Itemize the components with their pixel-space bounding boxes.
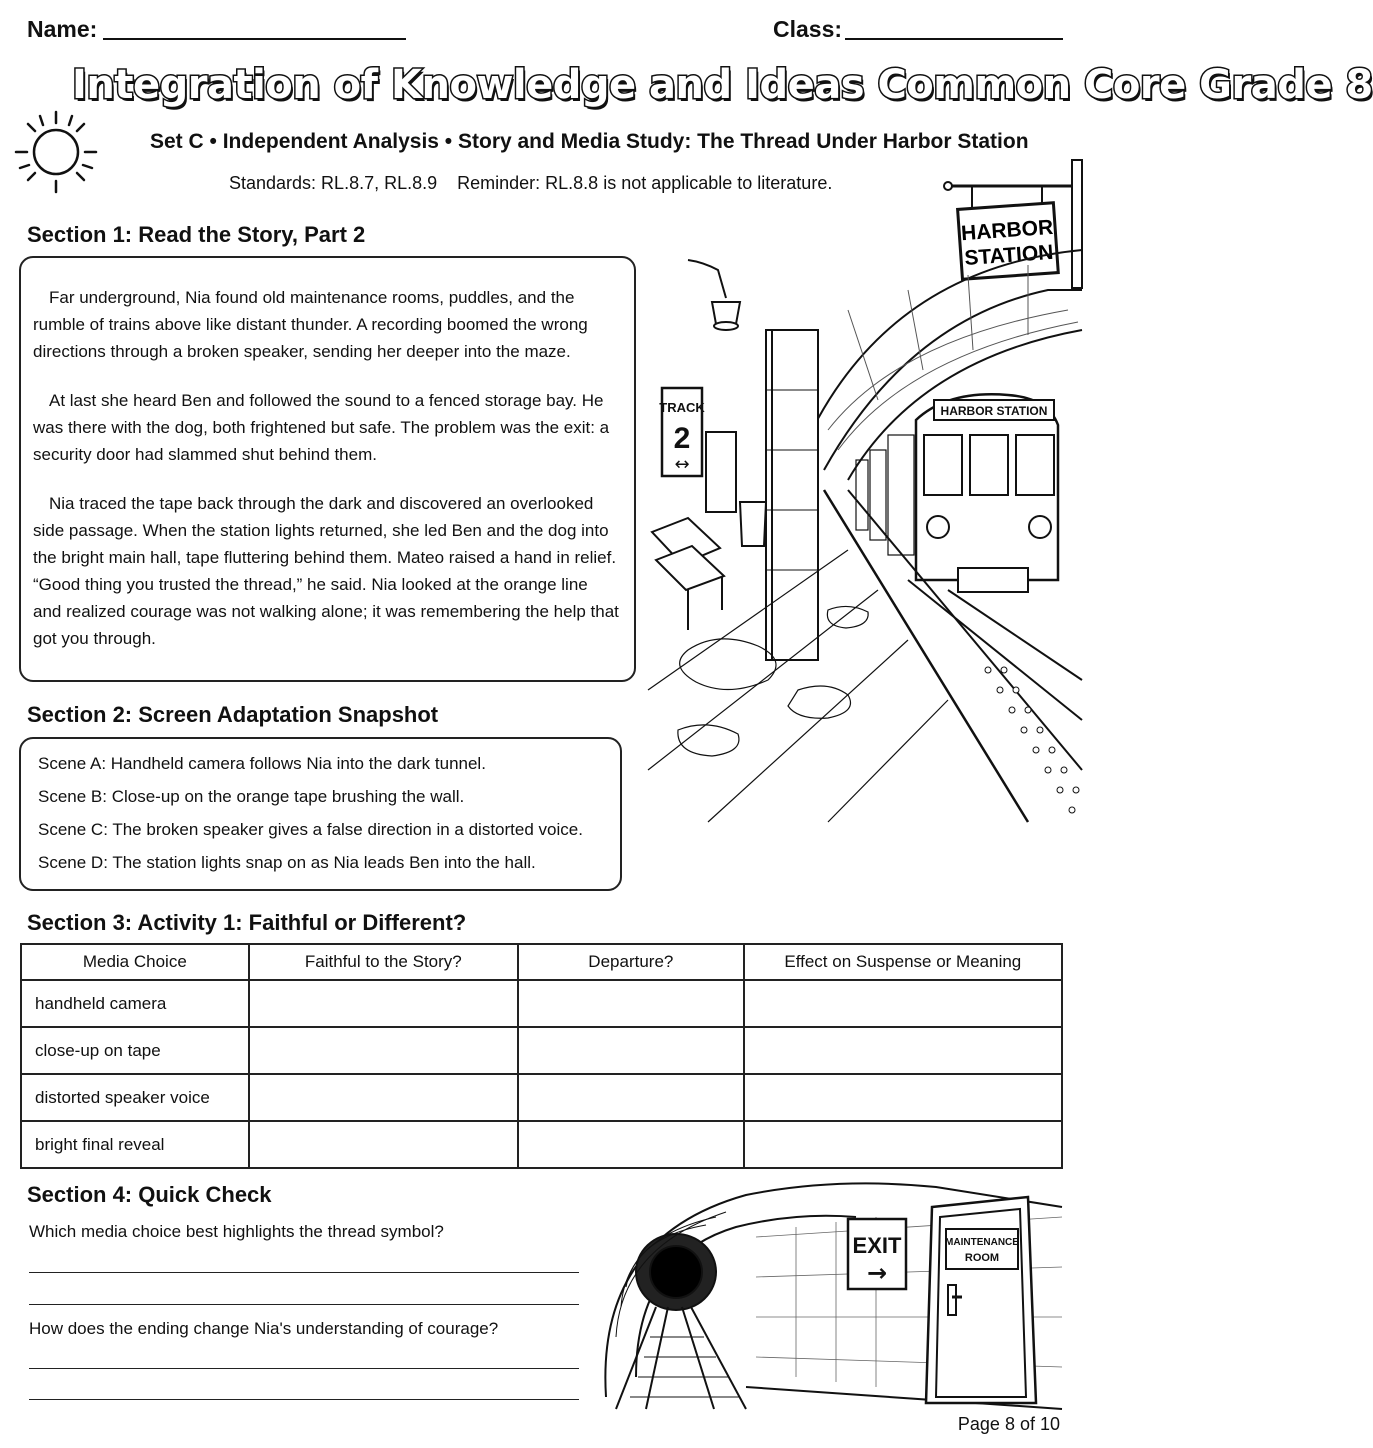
- scenes-box: [19, 737, 622, 891]
- door-sign-text: MAINTENANCE: [945, 1237, 1019, 1248]
- column-header: Media Choice: [21, 944, 249, 980]
- story-paragraph: At last she heard Ben and followed the sound to a fenced storage bay. He was there with the dog, both frightened but safe. The problem was the exit: a security door had slammed shut behind them.: [33, 391, 610, 464]
- answer-line[interactable]: [29, 1399, 579, 1400]
- answer-cell[interactable]: [744, 1027, 1062, 1074]
- table-row: [21, 980, 1062, 1027]
- train-sign-text: HARBOR STATION: [940, 404, 1048, 418]
- media-choice-cell: handheld camera: [21, 980, 249, 1027]
- exit-sign-text: EXIT: [852, 1233, 902, 1258]
- section1-heading: Section 1: Read the Story, Part 2: [27, 222, 366, 247]
- question-2: How does the ending change Nia's understanding of courage?: [29, 1319, 499, 1338]
- standards-note: Standards: RL.8.7, RL.8.9 Reminder: RL.8.8 is not applicable to literature.: [229, 173, 833, 193]
- table-row: [21, 1027, 1062, 1074]
- answer-cell[interactable]: [744, 1074, 1062, 1121]
- table-row: [21, 1121, 1062, 1168]
- answer-line[interactable]: [29, 1272, 579, 1273]
- answer-cell[interactable]: [744, 980, 1062, 1027]
- sign-text: HARBOR: [960, 215, 1054, 246]
- name-field[interactable]: [103, 38, 406, 40]
- track-sign-text: 2: [673, 422, 691, 455]
- column-header: Faithful to the Story?: [249, 944, 518, 980]
- answer-cell[interactable]: [744, 1121, 1062, 1168]
- door-sign-text: ROOM: [964, 1252, 1000, 1264]
- story-paragraph: Far underground, Nia found old maintenance rooms, puddles, and the rumble of trains above like distant thunder. A recording boomed the wrong directions through a broken speaker, sending her deeper into the maze.: [33, 288, 588, 361]
- page-number: Page 8 of 10: [957, 1414, 1060, 1434]
- worksheet-title: Integration of Knowledge and Ideas Common Core Grade 8: [72, 62, 1373, 108]
- scene-item: Scene A: Handheld camera follows Nia into the dark tunnel.: [38, 754, 486, 773]
- question-1: Which media choice best highlights the thread symbol?: [29, 1222, 444, 1241]
- media-choice-cell: distorted speaker voice: [21, 1074, 249, 1121]
- answer-cell[interactable]: [518, 1074, 744, 1121]
- answer-cell[interactable]: [249, 1121, 518, 1168]
- answer-cell[interactable]: [518, 1121, 744, 1168]
- section3-heading: Section 3: Activity 1: Faithful or Different?: [27, 910, 467, 935]
- table-row: [21, 1074, 1062, 1121]
- class-label: Class:: [773, 16, 843, 42]
- exit-sign-text: →: [866, 1259, 888, 1287]
- section2-heading: Section 2: Screen Adaptation Snapshot: [27, 702, 439, 727]
- answer-line[interactable]: [29, 1368, 579, 1369]
- story-box: [19, 256, 636, 682]
- activity-table: [20, 943, 1063, 1169]
- answer-cell[interactable]: [249, 980, 518, 1027]
- column-header: Departure?: [518, 944, 744, 980]
- scene-item: Scene D: The station lights snap on as Nia leads Ben into the hall.: [38, 853, 536, 872]
- scene-item: Scene C: The broken speaker gives a false direction in a distorted voice.: [38, 820, 583, 839]
- subway-platform-illustration: [648, 250, 1082, 822]
- answer-cell[interactable]: [518, 980, 744, 1027]
- track-sign-text: ↔: [674, 454, 690, 475]
- media-choice-cell: bright final reveal: [21, 1121, 249, 1168]
- sign-text: STATION: [963, 240, 1055, 271]
- story-paragraph: Nia traced the tape back through the dark and discovered an overlooked side passage. When the station lights returned, she led Ben and the dog into the bright main hall, tape fluttering behind them. Mateo raised a hand in relief. “Good thing you trusted the thread,” he said. Nia looked at the orange line and realized courage was not walking alone; it was remembering the help that got you through.: [33, 494, 619, 648]
- answer-cell[interactable]: [249, 1074, 518, 1121]
- sun-icon: [12, 108, 100, 196]
- media-choice-cell: close-up on tape: [21, 1027, 249, 1074]
- section4-heading: Section 4: Quick Check: [27, 1182, 272, 1207]
- column-header: Effect on Suspense or Meaning: [744, 944, 1062, 980]
- track-sign-text: TRACK: [659, 400, 705, 415]
- tunnel-illustration: [596, 1177, 1062, 1409]
- name-label: Name:: [27, 16, 98, 42]
- class-field[interactable]: [845, 38, 1063, 40]
- subtitle: Set C • Independent Analysis • Story and Media Study: The Thread Under Harbor Station: [150, 130, 1029, 153]
- scene-item: Scene B: Close-up on the orange tape brushing the wall.: [38, 787, 465, 806]
- answer-line[interactable]: [29, 1304, 579, 1305]
- answer-cell[interactable]: [249, 1027, 518, 1074]
- answer-cell[interactable]: [518, 1027, 744, 1074]
- table-header-row: [21, 944, 1062, 980]
